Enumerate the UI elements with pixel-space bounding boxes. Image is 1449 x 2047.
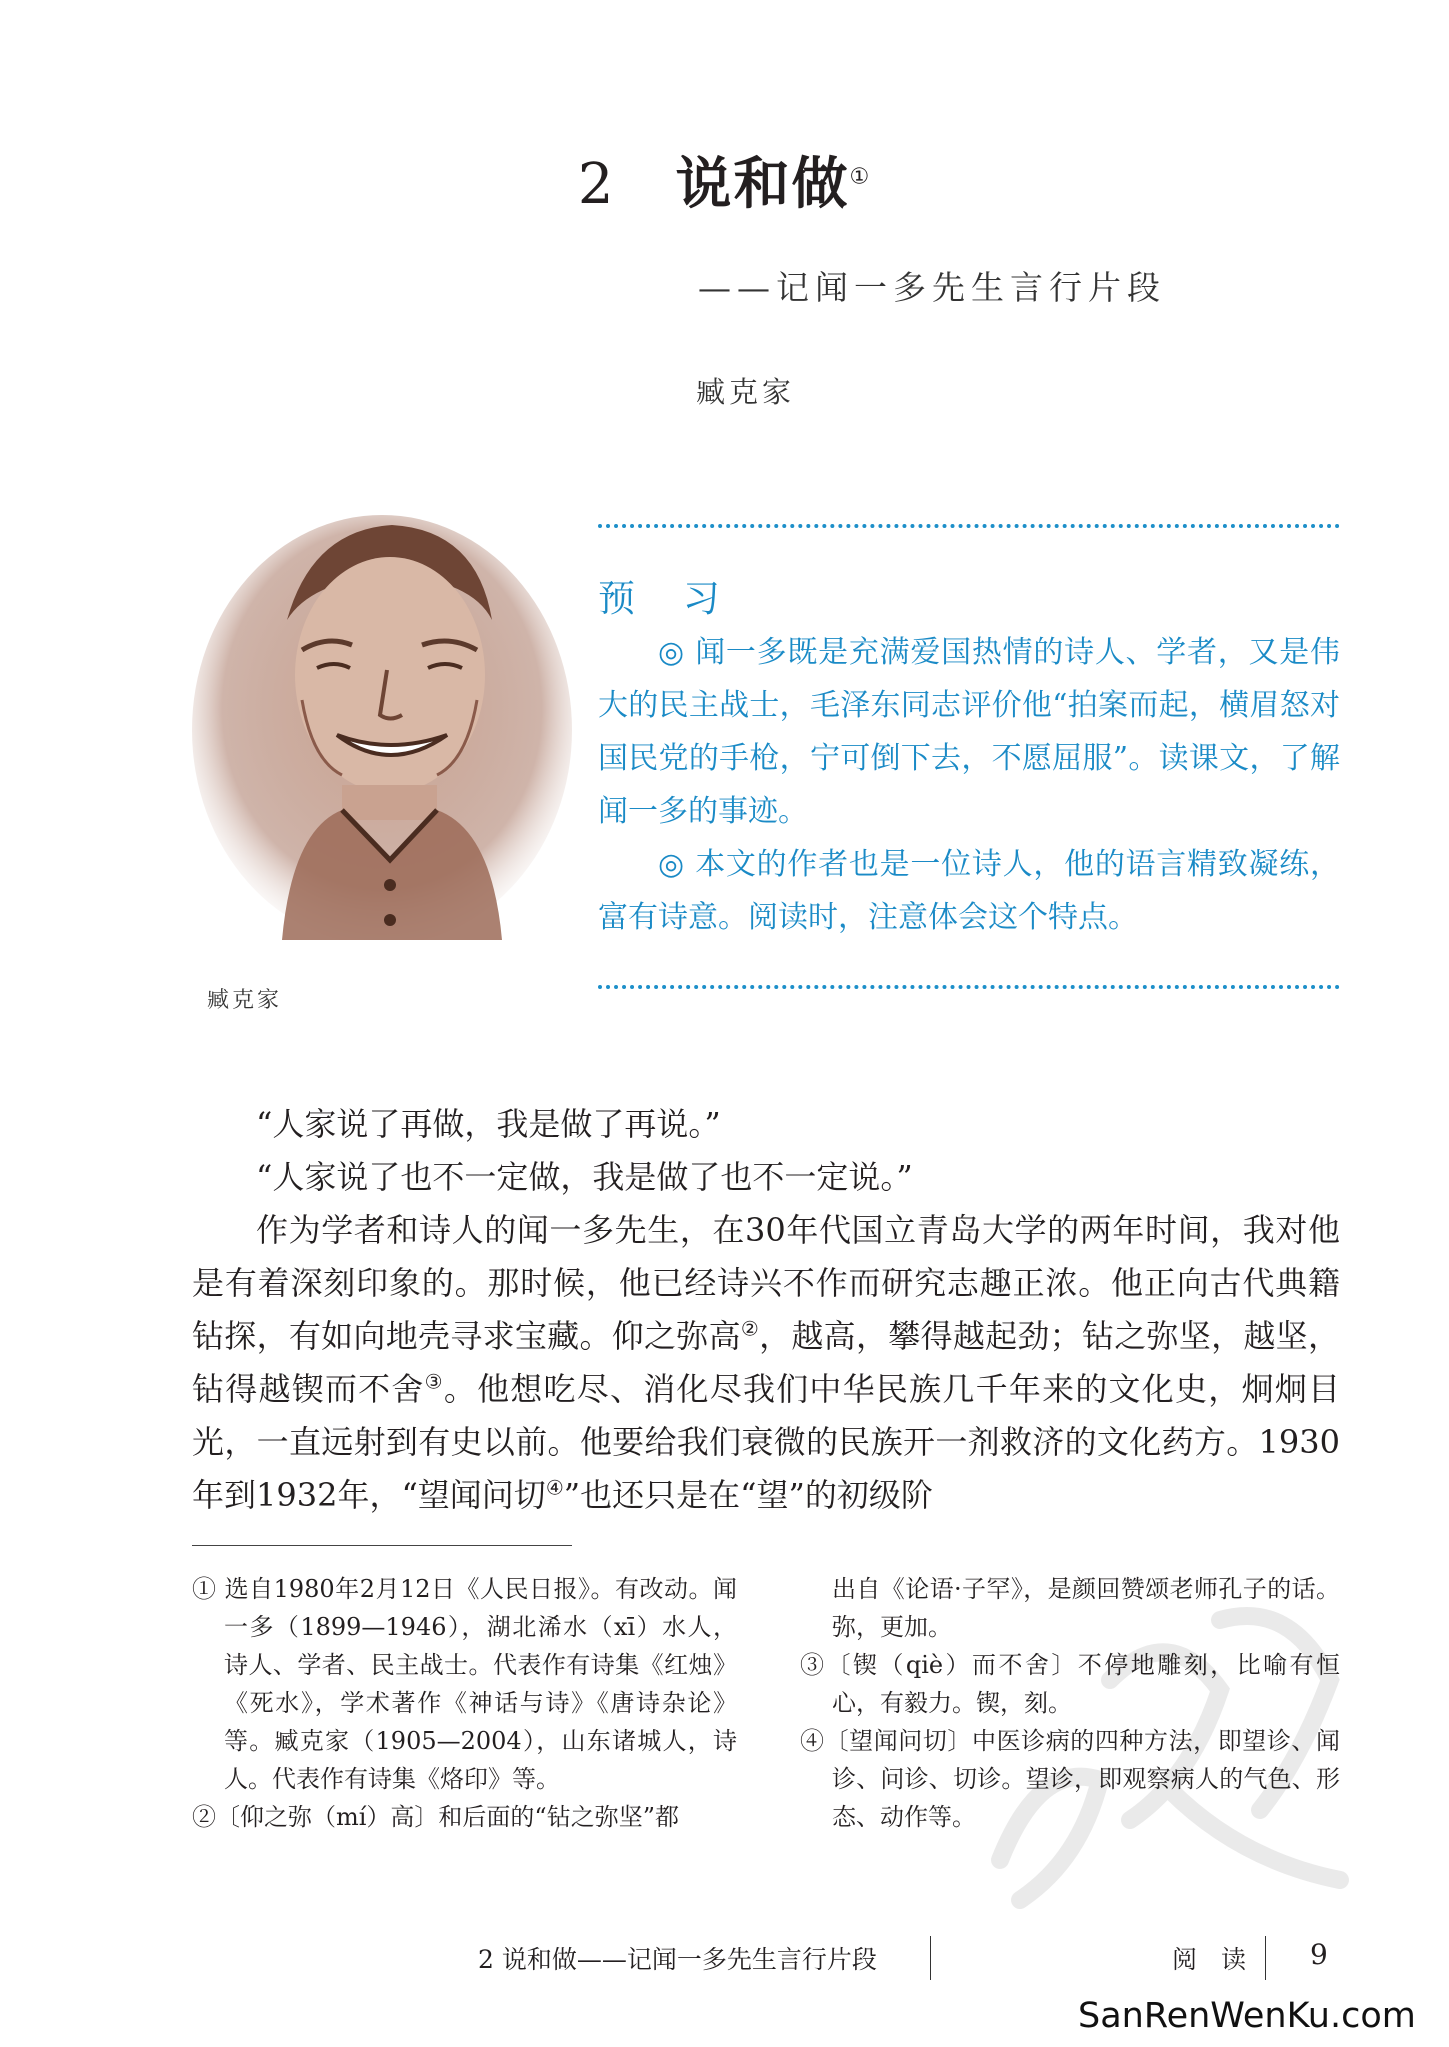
site-watermark-text: SanRenWenKu.com [1078,1996,1416,2036]
body-paragraph: “人家说了再做，我是做了再说。” [256,1105,721,1143]
calligraphy-watermark [960,1560,1380,1940]
portrait-caption: 臧克家 [207,988,283,1013]
body-text: ，越高，攀得越起劲；钻之弥坚，越坚，钻得越锲而不舍 [192,1317,1340,1408]
lesson-title-text: 说和做 [675,151,850,217]
footnote-3: ③〔锲（qiè）而不舍〕不停地雕刻，比喻有恒心，有毅力。锲，刻。 [800,1651,1340,1717]
preview-dotted-rule-top [598,524,1340,528]
footnote-4: ④〔望闻问切〕中医诊病的四种方法，即望诊、闻诊、问诊、切诊。望诊，即观察病人的气色、形态、动作等。 [800,1727,1340,1831]
preview-paragraph: ◎ 本文的作者也是一位诗人，他的语言精致凝练，富有诗意。阅读时，注意体会这个特点。 [598,847,1340,935]
preview-heading: 预 习 [598,577,738,620]
preview-dotted-rule-bottom [598,985,1340,989]
footnote-2-continued: 出自《论语·子罕》，是颜回赞颂老师孔子的话。弥，更加。 [832,1575,1340,1641]
preview-paragraph: ◎ 闻一多既是充满爱国热情的诗人、学者，又是伟大的民主战士，毛泽东同志评价他“拍案而起，横眉怒对国民党的手枪，宁可倒下去，不愿屈服”。读课文，了解闻一多的事迹。 [598,635,1340,829]
footer-separator [1265,1936,1266,1980]
preview-content [598,626,1340,944]
footnote-ref-3: ③ [424,1369,444,1394]
body-text: 作为学者和诗人的闻一多先生，在30年代国立青岛大学的两年时间，我对他是有着深刻印象的。那时候，他已经诗兴不作而研究志趣正浓。他正向古代典籍钻探，有如向地壳寻求宝藏。仰之弥高 [192,1211,1340,1355]
main-text [192,1098,1340,1522]
body-text: ”也还只是在“望”的初级阶 [563,1476,933,1514]
lesson-title [0,140,1449,220]
author-name: 臧克家 [696,375,796,409]
body-paragraph [192,1204,1340,1522]
author-portrait-image [192,500,572,940]
page-number: 9 [1310,1938,1328,1971]
footnote-divider [192,1545,572,1546]
footer-separator [930,1936,931,1980]
body-paragraph: “人家说了也不一定做，我是做了也不一定说。” [256,1158,913,1196]
running-footer-title: 2 说和做——记闻一多先生言行片段 [478,1945,877,1974]
title-footnote-marker: ① [849,164,872,190]
footnote-ref-2: ② [740,1316,760,1341]
footnote-ref-4: ④ [545,1475,564,1500]
footnote-1: ① 选自1980年2月12日《人民日报》。有改动。闻一多（1899—1946），湖北浠水（xī）水人，诗人、学者、民主战士。代表作有诗集《红烛》《死水》，学术著作《神话与诗》《唐诗杂论》等。臧克家（1905—2004），山东诸城人，诗人。代表作有诗集《烙印》等。 [192,1575,737,1793]
footnotes-left-column [192,1570,737,1836]
lesson-subtitle: ——记闻一多先生言行片段 [698,268,1166,307]
footnote-2: ②〔仰之弥（mí）高〕和后面的“钻之弥坚”都 [192,1803,679,1831]
lesson-number: 2 [577,152,616,217]
running-footer-section: 阅 读 [1172,1945,1254,1974]
body-text: 。他想吃尽、消化尽我们中华民族几千年来的文化史，炯炯目光，一直远射到有史以前。他要给我们衰微的民族开一剂救济的文化药方。1930年到1932年，“望闻问切 [192,1370,1340,1514]
